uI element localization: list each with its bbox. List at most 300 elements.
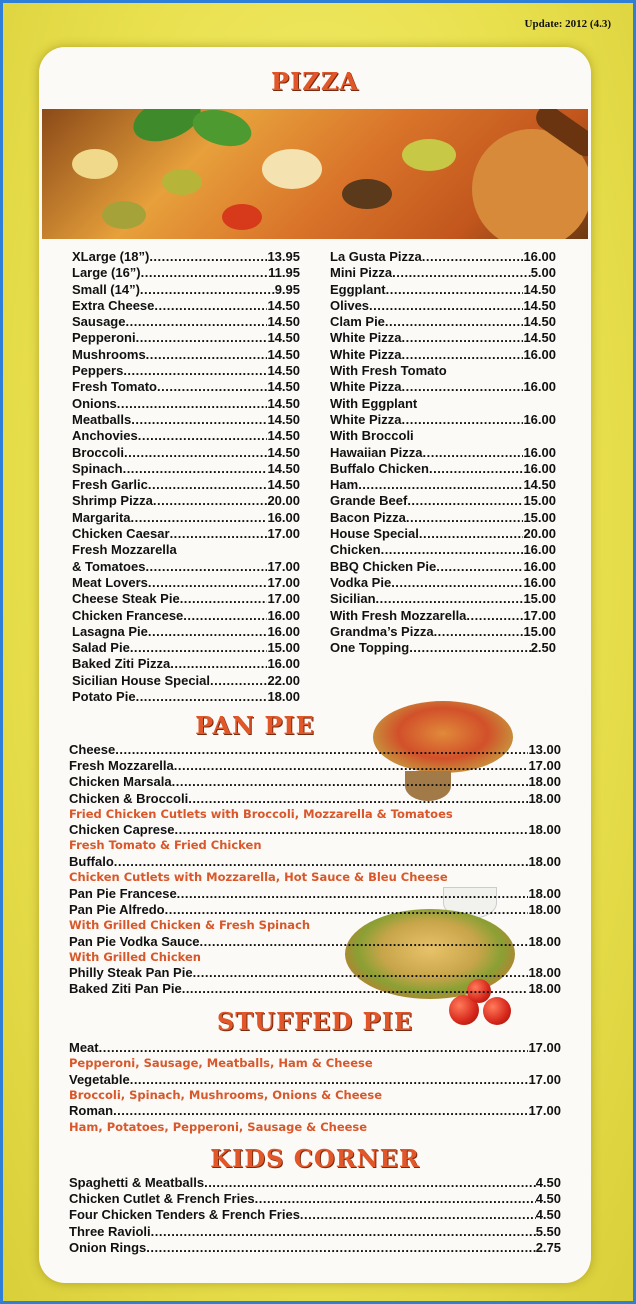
menu-item-price: 18.00	[528, 933, 561, 949]
leader-dots	[385, 314, 524, 330]
menu-item-price: 14.50	[267, 346, 300, 362]
menu-item-name: Fresh Tomato	[72, 379, 157, 395]
menu-item-price: 18.00	[267, 689, 300, 705]
menu-item-price: 16.00	[523, 444, 556, 460]
leader-dots	[417, 396, 556, 412]
pizza-list-left	[72, 249, 300, 705]
leader-dots	[177, 542, 300, 558]
menu-item-row	[72, 608, 300, 624]
menu-item-name: Olives	[330, 297, 370, 313]
leader-dots	[422, 445, 523, 461]
menu-item-row	[330, 396, 556, 412]
menu-item-row	[69, 1072, 561, 1088]
menu-item-name: Three Ravioli	[69, 1223, 151, 1239]
basil-leaf	[189, 109, 256, 152]
menu-item-row	[69, 1207, 561, 1223]
leader-dots	[130, 1072, 529, 1088]
tomato-spot	[222, 204, 262, 230]
menu-item-price: 14.50	[267, 411, 300, 427]
menu-item-row	[72, 493, 300, 509]
menu-item-name: Sausage	[72, 314, 126, 330]
menu-item-price: 2.50	[530, 640, 556, 656]
menu-item-name: Chicken Caprese	[69, 822, 175, 838]
menu-item-row	[330, 591, 556, 607]
menu-item-price: 20.00	[523, 526, 556, 542]
leader-dots	[148, 575, 268, 591]
menu-item-price: 14.50	[267, 477, 300, 493]
menu-item-name: Meat	[69, 1040, 99, 1055]
menu-item-name: Small (14”)	[72, 281, 140, 297]
menu-item-name: Fresh Mozzarella	[72, 542, 177, 558]
leader-dots	[148, 477, 268, 493]
leader-dots	[131, 412, 267, 428]
sausage-spot	[342, 179, 392, 209]
menu-item-price: 17.00	[523, 607, 556, 623]
menu-item-row	[72, 624, 300, 640]
menu-item-name: With Fresh Mozzarella	[330, 607, 467, 623]
menu-item-row	[69, 1240, 561, 1256]
menu-item-name: Pan Pie Alfredo	[69, 901, 165, 917]
section-title-pizza: PIZZA	[271, 67, 359, 96]
menu-item-name: With Fresh Tomato	[330, 363, 447, 379]
menu-item-row	[330, 428, 556, 444]
menu-item-name: Baked Ziti Pan Pie	[69, 981, 182, 997]
menu-item-name: Hawaiian Pizza	[330, 444, 423, 460]
menu-item-row	[72, 526, 300, 542]
pan-pie-list	[69, 742, 561, 998]
leader-dots	[123, 363, 267, 379]
menu-item-row	[72, 379, 300, 395]
menu-item-name: Onions	[72, 395, 117, 411]
menu-item-name: Bacon Pizza	[330, 509, 406, 525]
menu-item-name: Philly Steak Pan Pie	[69, 965, 193, 981]
menu-item-name: Spaghetti & Meatballs	[69, 1175, 205, 1190]
menu-item-row	[72, 249, 300, 265]
menu-item-price: 14.50	[523, 314, 556, 330]
menu-item-name: Lasagna Pie	[72, 623, 148, 639]
menu-item-name: Broccoli	[72, 444, 125, 460]
leader-dots	[125, 314, 267, 330]
menu-item-description: Ham, Potatoes, Pepperoni, Sausage & Cheese	[69, 1119, 368, 1134]
leader-dots	[255, 1191, 536, 1207]
menu-item-name: Eggplant	[330, 281, 386, 297]
leader-dots	[414, 428, 556, 444]
menu-item-row	[72, 477, 300, 493]
menu-item-price: 16.00	[523, 379, 556, 395]
menu-item-price: 15.00	[523, 623, 556, 639]
menu-item-name: Chicken	[330, 542, 381, 558]
menu-item-price: 18.00	[528, 822, 561, 838]
leader-dots	[180, 591, 268, 607]
menu-item-name: Meat Lovers	[72, 574, 148, 590]
leader-dots	[406, 510, 524, 526]
menu-item-price: 14.50	[267, 444, 300, 460]
menu-item-row	[330, 608, 556, 624]
leader-dots	[177, 886, 529, 902]
menu-item-row	[69, 886, 561, 902]
menu-item-name: White Pizza	[330, 346, 402, 362]
menu-item-price: 17.00	[267, 574, 300, 590]
stuffed-pie-list	[69, 1040, 561, 1135]
menu-item-name: Shrimp Pizza	[72, 493, 153, 509]
menu-item-price: 5.50	[535, 1223, 561, 1239]
leader-dots	[358, 477, 523, 493]
menu-item-row	[330, 298, 556, 314]
menu-item-description: With Grilled Chicken & Fresh Spinach	[69, 918, 311, 932]
leader-dots	[204, 1175, 536, 1191]
menu-item-row	[69, 965, 561, 981]
menu-item-row	[330, 379, 556, 395]
menu-item-name: White Pizza	[330, 411, 402, 427]
leader-dots	[138, 428, 268, 444]
menu-item-row	[330, 526, 556, 542]
menu-item-price: 18.00	[528, 774, 561, 790]
menu-item-row	[72, 591, 300, 607]
leader-dots	[188, 791, 528, 807]
menu-item-price: 17.00	[267, 558, 300, 574]
menu-item-row	[330, 624, 556, 640]
leader-dots	[447, 363, 556, 379]
leader-dots	[170, 656, 267, 672]
menu-item-row	[330, 314, 556, 330]
menu-item-row	[72, 542, 300, 558]
leader-dots	[145, 559, 267, 575]
leader-dots	[141, 265, 269, 281]
menu-item-row	[69, 774, 561, 790]
menu-item-name: Chicken & Broccoli	[69, 790, 189, 806]
menu-item-row	[69, 981, 561, 997]
menu-item-name: & Tomatoes	[72, 558, 146, 574]
menu-item-price: 17.00	[528, 1040, 561, 1055]
menu-item-name: With Eggplant	[330, 395, 418, 411]
leader-dots	[136, 689, 268, 705]
menu-item-price: 2.75	[535, 1239, 561, 1255]
menu-item-name: Anchovies	[72, 428, 138, 444]
leader-dots	[381, 542, 524, 558]
menu-item-name: Clam Pie	[330, 314, 385, 330]
leader-dots	[115, 742, 528, 758]
leader-dots	[402, 412, 524, 428]
leader-dots	[436, 559, 523, 575]
menu-item-price: 14.50	[523, 281, 556, 297]
leader-dots	[376, 591, 524, 607]
menu-item-row	[72, 314, 300, 330]
menu-item-price: 18.00	[528, 965, 561, 981]
pepper-spot	[162, 169, 202, 195]
section-title-stuffed-pie: STUFFED PIE	[216, 1007, 414, 1036]
leader-dots	[99, 1040, 529, 1056]
menu-item-name: Pepperoni	[72, 330, 136, 346]
menu-item-name: Meatballs	[72, 411, 132, 427]
menu-item-name: House Special	[330, 526, 419, 542]
menu-item-row	[72, 298, 300, 314]
menu-item-price: 16.00	[523, 558, 556, 574]
menu-item-row	[72, 347, 300, 363]
menu-item-row	[72, 640, 300, 656]
leader-dots	[182, 981, 529, 997]
menu-item-price: 14.50	[523, 330, 556, 346]
menu-item-name: Onion Rings	[69, 1239, 147, 1255]
menu-item-price: 4.50	[535, 1191, 561, 1207]
leader-dots	[136, 330, 268, 346]
menu-item-row	[72, 559, 300, 575]
menu-item-price: 16.00	[267, 623, 300, 639]
menu-item-price: 17.00	[528, 1103, 561, 1119]
menu-item-price: 14.50	[267, 297, 300, 313]
menu-item-name: Sicilian	[330, 591, 376, 607]
menu-item-price: 14.50	[267, 395, 300, 411]
update-label: Update: 2012 (4.3)	[524, 18, 611, 30]
leader-dots	[392, 265, 531, 281]
menu-item-price: 16.00	[523, 346, 556, 362]
menu-item-row	[69, 1103, 561, 1119]
menu-item-price: 4.50	[535, 1175, 561, 1190]
menu-item-name: Mini Pizza	[330, 265, 393, 281]
menu-item-name: Sicilian House Special	[72, 672, 210, 688]
menu-item-name: Buffalo	[69, 853, 114, 869]
leader-dots	[148, 624, 268, 640]
menu-item-row	[330, 330, 556, 346]
menu-item-row	[72, 330, 300, 346]
menu-item-price: 14.50	[267, 428, 300, 444]
menu-item-row	[69, 1224, 561, 1240]
cheese-spot	[72, 149, 118, 179]
menu-item-row	[330, 575, 556, 591]
menu-item-price: 14.50	[267, 330, 300, 346]
leader-dots	[419, 526, 524, 542]
menu-item-row	[330, 477, 556, 493]
leader-dots	[422, 249, 524, 265]
menu-item-row	[330, 412, 556, 428]
menu-item-price: 16.00	[523, 542, 556, 558]
menu-item-price: 22.00	[267, 672, 300, 688]
leader-dots	[434, 624, 524, 640]
menu-item-row	[72, 445, 300, 461]
menu-item-row	[72, 265, 300, 281]
leader-dots	[402, 347, 524, 363]
leader-dots	[300, 1207, 536, 1223]
menu-item-price: 16.00	[523, 411, 556, 427]
menu-item-price: 14.50	[267, 314, 300, 330]
menu-item-name: Fresh Garlic	[72, 477, 148, 493]
menu-item-name: Margarita	[72, 509, 131, 525]
menu-item-price: 16.00	[267, 509, 300, 525]
leader-dots	[466, 608, 523, 624]
menu-item-row	[72, 510, 300, 526]
pizza-list-right	[330, 249, 556, 656]
menu-item-name: Peppers	[72, 363, 124, 379]
menu-item-price: 18.00	[528, 790, 561, 806]
menu-item-row	[330, 559, 556, 575]
leader-dots	[391, 575, 523, 591]
menu-item-price: 13.95	[267, 249, 300, 264]
menu-item-name: Chicken Cutlet & French Fries	[69, 1191, 255, 1207]
menu-item-row	[69, 791, 561, 807]
menu-item-row	[330, 265, 556, 281]
leader-dots	[146, 347, 268, 363]
leader-dots	[124, 445, 267, 461]
menu-item-row	[72, 282, 300, 298]
menu-item-description: Chicken Cutlets with Mozzarella, Hot Sauce & Bleu Cheese	[69, 870, 448, 885]
leader-dots	[140, 282, 275, 298]
menu-item-name: Mushrooms	[72, 346, 146, 362]
menu-item-price: 16.00	[523, 249, 556, 264]
menu-item-name: Fresh Mozzarella	[69, 758, 174, 774]
menu-item-price: 16.00	[267, 656, 300, 672]
leader-dots	[183, 608, 267, 624]
leader-dots	[117, 396, 268, 412]
menu-item-name: Spinach	[72, 460, 123, 476]
menu-item-row	[330, 542, 556, 558]
menu-card	[39, 47, 591, 1283]
menu-item-price: 17.00	[267, 526, 300, 542]
pepper-spot	[102, 201, 146, 229]
menu-item-price: 18.00	[528, 901, 561, 917]
leader-dots	[130, 640, 268, 656]
menu-item-name: Cheese	[69, 742, 116, 757]
menu-item-price: 5.00	[530, 265, 556, 281]
menu-item-name: Chicken Francese	[72, 607, 184, 623]
menu-item-row	[72, 428, 300, 444]
leader-dots	[210, 673, 267, 689]
menu-item-name: Cheese Steak Pie	[72, 591, 180, 607]
cheese-spot	[262, 149, 322, 189]
menu-item-row	[69, 1175, 561, 1191]
watermark	[99, 657, 115, 707]
menu-item-row	[330, 640, 556, 656]
menu-item-name: Pan Pie Francese	[69, 885, 177, 901]
menu-item-name: Baked Ziti Pizza	[72, 656, 171, 672]
menu-item-price: 11.95	[268, 265, 300, 281]
menu-item-name: Roman	[69, 1103, 114, 1119]
menu-item-name: XLarge (18”)	[72, 249, 150, 264]
menu-item-price: 16.00	[523, 574, 556, 590]
leader-dots	[409, 640, 531, 656]
leader-dots	[193, 965, 529, 981]
menu-item-row	[72, 575, 300, 591]
menu-item-description: Fried Chicken Cutlets with Broccoli, Mozzarella & Tomatoes	[69, 806, 453, 821]
menu-item-row	[69, 1040, 561, 1056]
menu-item-name: One Topping	[330, 640, 410, 656]
menu-item-name: La Gusta Pizza	[330, 249, 422, 264]
menu-item-price: 18.00	[528, 981, 561, 997]
menu-item-row	[72, 412, 300, 428]
menu-item-name: Vegetable	[69, 1071, 130, 1087]
leader-dots	[165, 902, 529, 918]
menu-item-price: 18.00	[528, 885, 561, 901]
menu-item-row	[330, 249, 556, 265]
menu-item-name: Extra Cheese	[72, 297, 155, 313]
leader-dots	[153, 493, 268, 509]
leader-dots	[149, 249, 267, 265]
menu-item-name: Four Chicken Tenders & French Fries	[69, 1207, 300, 1223]
pizza-photo	[42, 109, 588, 239]
menu-item-name: Chicken Caesar	[72, 526, 170, 542]
menu-item-name: Vodka Pie	[330, 574, 392, 590]
section-title-kids-corner: KIDS CORNER	[210, 1144, 420, 1173]
menu-item-row	[69, 854, 561, 870]
menu-item-price: 15.00	[267, 640, 300, 656]
menu-item-price: 14.50	[267, 363, 300, 379]
leader-dots	[175, 822, 529, 838]
menu-item-row	[69, 758, 561, 774]
menu-item-price: 14.50	[267, 460, 300, 476]
leader-dots	[131, 510, 268, 526]
leader-dots	[402, 330, 524, 346]
menu-item-name: Salad Pie	[72, 640, 130, 656]
menu-item-row	[69, 742, 561, 758]
menu-item-row	[330, 461, 556, 477]
kids-corner-list	[69, 1175, 561, 1256]
leader-dots	[369, 298, 523, 314]
section-title-pan-pie: PAN PIE	[195, 711, 315, 740]
menu-item-name: Potato Pie	[72, 689, 136, 705]
menu-item-price: 13.00	[528, 742, 561, 757]
menu-item-row	[69, 822, 561, 838]
menu-item-name: Large (16”)	[72, 265, 141, 281]
menu-item-price: 17.00	[528, 1071, 561, 1087]
menu-item-price: 18.00	[528, 853, 561, 869]
menu-item-row	[330, 363, 556, 379]
leader-dots	[429, 461, 523, 477]
menu-item-row	[72, 396, 300, 412]
menu-item-row	[330, 445, 556, 461]
leader-dots	[170, 526, 268, 542]
menu-item-price: 15.00	[523, 591, 556, 607]
menu-item-price: 15.00	[523, 509, 556, 525]
menu-item-row	[330, 493, 556, 509]
menu-item-description: Fresh Tomato & Fried Chicken	[69, 838, 262, 853]
leader-dots	[123, 461, 268, 477]
menu-item-price: 9.95	[274, 281, 300, 297]
leader-dots	[200, 934, 529, 950]
menu-item-row	[72, 363, 300, 379]
menu-item-name: Grande Beef	[330, 493, 408, 509]
menu-item-description: Pepperoni, Sausage, Meatballs, Ham & Cheese	[69, 1056, 373, 1071]
menu-item-name: Grandma’s Pizza	[330, 623, 434, 639]
leader-dots	[174, 758, 529, 774]
menu-item-price: 17.00	[267, 591, 300, 607]
menu-item-price: 15.00	[523, 493, 556, 509]
menu-item-price: 16.00	[267, 607, 300, 623]
menu-item-price: 14.50	[523, 477, 556, 493]
leader-dots	[154, 298, 267, 314]
leader-dots	[113, 1103, 528, 1119]
leader-dots	[146, 1240, 535, 1256]
leader-dots	[407, 493, 523, 509]
menu-item-name: BBQ Chicken Pie	[330, 558, 437, 574]
menu-item-price: 4.50	[535, 1207, 561, 1223]
leader-dots	[157, 379, 267, 395]
menu-item-row	[330, 282, 556, 298]
menu-item-name: Chicken Marsala	[69, 774, 172, 790]
leader-dots	[114, 854, 529, 870]
menu-item-row	[330, 347, 556, 363]
leader-dots	[172, 774, 529, 790]
menu-item-price: 17.00	[528, 758, 561, 774]
leader-dots	[386, 282, 524, 298]
pepper-spot	[402, 139, 456, 171]
menu-item-description: With Grilled Chicken	[69, 949, 201, 964]
menu-item-row	[72, 461, 300, 477]
menu-item-row	[330, 510, 556, 526]
menu-item-row	[69, 934, 561, 950]
menu-item-name: Pan Pie Vodka Sauce	[69, 933, 200, 949]
menu-item-description: Broccoli, Spinach, Mushrooms, Onions & Cheese	[69, 1087, 382, 1102]
menu-item-row	[69, 902, 561, 918]
menu-item-name: With Broccoli	[330, 428, 414, 444]
menu-item-name: Buffalo Chicken	[330, 460, 429, 476]
